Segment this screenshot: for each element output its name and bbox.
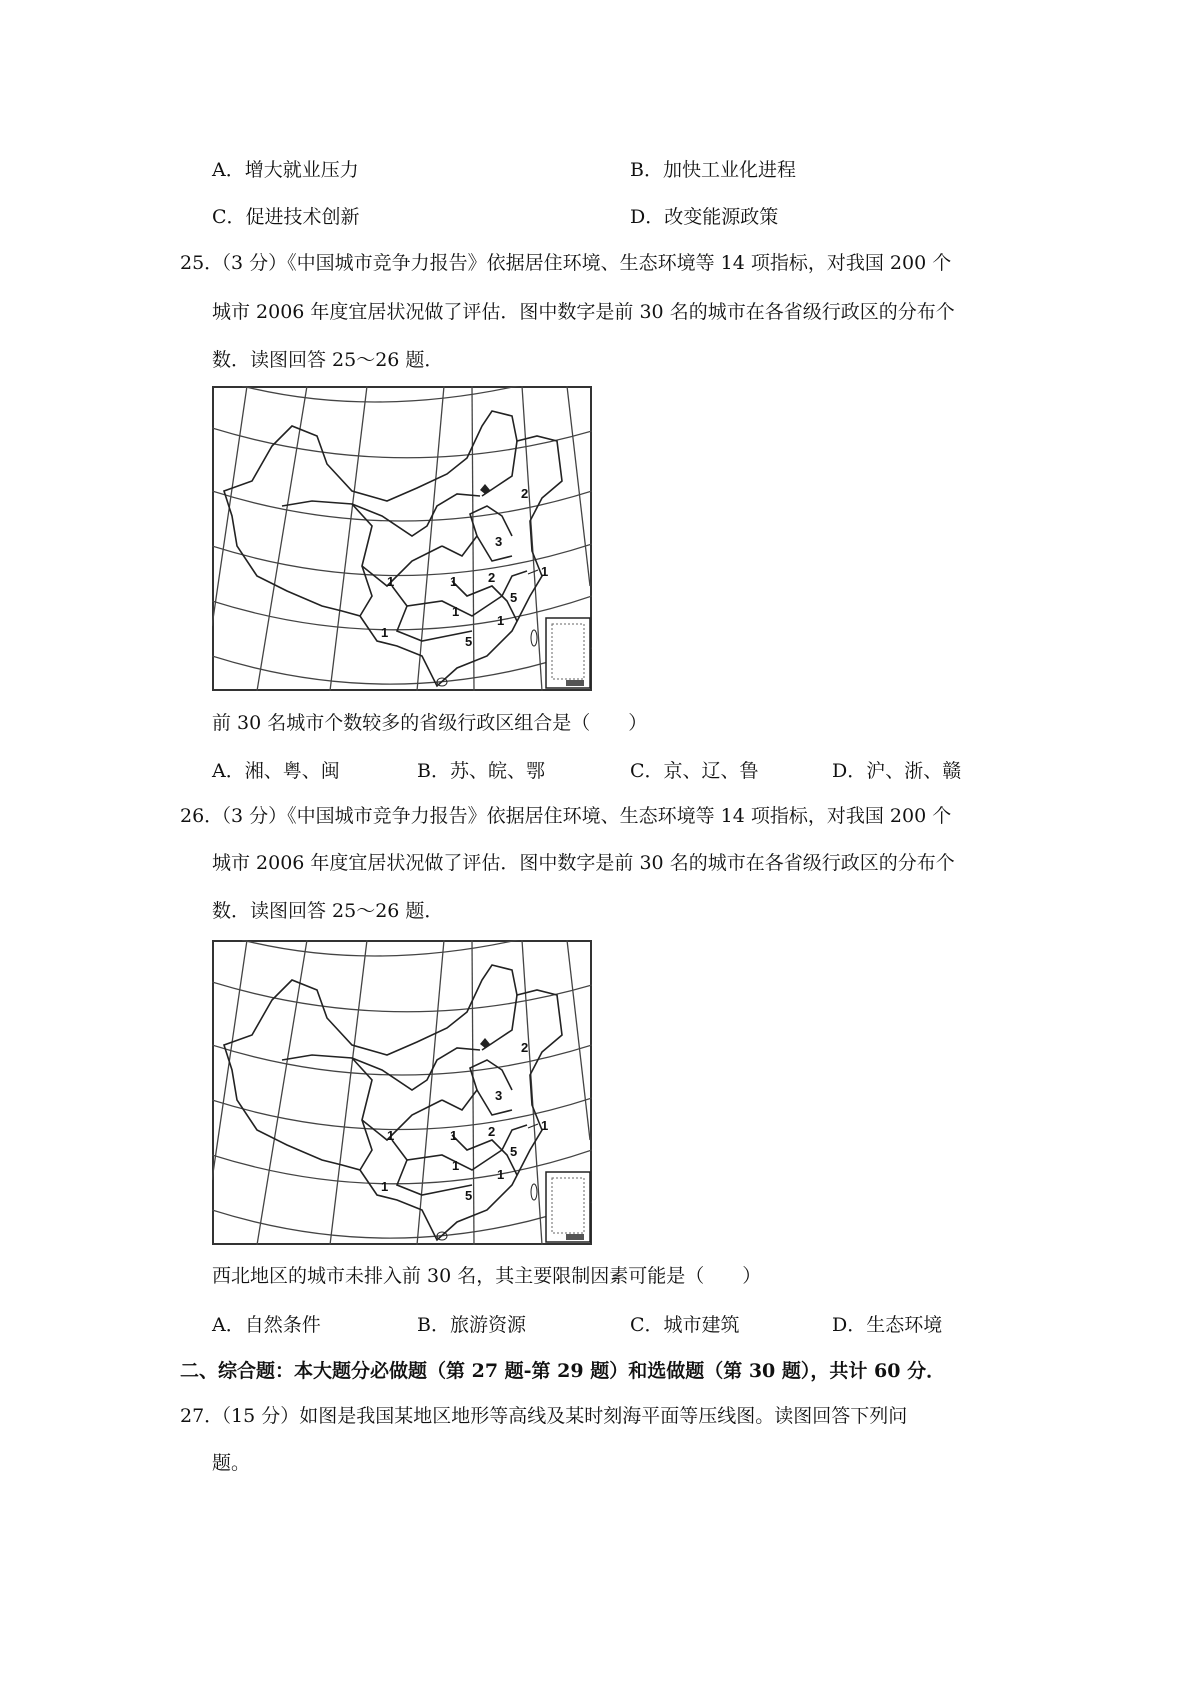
q25-stem-line-2: 城市 2006 年度宜居状况做了评估．图中数字是前 30 名的城市在各省级行政区的分布个 — [212, 301, 955, 323]
q25-option-b: B．苏、皖、鄂 — [417, 760, 545, 782]
map-label: 1 — [387, 574, 395, 589]
q26-option-b: B．旅游资源 — [417, 1314, 526, 1336]
map-label: 1 — [450, 1128, 458, 1143]
map-label: 3 — [495, 1088, 503, 1103]
map-label: 1 — [450, 574, 458, 589]
q24-option-a: A．增大就业压力 — [212, 159, 359, 181]
map-label: 5 — [510, 590, 518, 605]
q25-option-a: A．湘、粤、闽 — [212, 760, 340, 782]
q24-option-c: C．促进技术创新 — [212, 206, 360, 228]
map-label: 2 — [488, 1124, 496, 1139]
map-label: 2 — [488, 570, 496, 585]
q25-stem-line-3: 数．读图回答 25～26 题． — [212, 349, 444, 371]
q26-stem-line-1: （3 分）《中国城市竞争力报告》依据居住环境、生态环境等 14 项指标，对我国 200 个 — [212, 805, 952, 827]
map-label: 1 — [541, 564, 549, 579]
map-label: 2 — [521, 486, 529, 501]
map-label: 1 — [387, 1128, 395, 1143]
q25-stem-line-1: （3 分）《中国城市竞争力报告》依据居住环境、生态环境等 14 项指标，对我国 200 个 — [212, 252, 952, 274]
map-label: 1 — [497, 1167, 505, 1182]
q25-option-d: D．沪、浙、赣 — [832, 760, 962, 782]
q26-stem-line-3: 数．读图回答 25～26 题． — [212, 900, 444, 922]
q26-stem-line-2: 城市 2006 年度宜居状况做了评估．图中数字是前 30 名的城市在各省级行政区的分布个 — [212, 852, 955, 874]
south-china-sea-inset — [546, 618, 590, 688]
china-map-figure-2 — [212, 940, 592, 1245]
q27-stem-line-1: （15 分）如图是我国某地区地形等高线及某时刻海平面等压线图。读图回答下列问 — [212, 1405, 908, 1427]
q27-stem-line-2: 题。 — [212, 1452, 251, 1474]
map-label: 1 — [497, 613, 505, 628]
map-label: 1 — [452, 604, 460, 619]
map-label: 5 — [465, 634, 473, 649]
china-map-figure-1 — [212, 386, 592, 691]
map-frame — [213, 941, 591, 1244]
section-heading: 二、综合题：本大题分必做题（第 27 题-第 29 题）和选做题（第 30 题），共计 60 分． — [180, 1360, 946, 1382]
map-label: 3 — [495, 534, 503, 549]
map-label: 2 — [521, 1040, 529, 1055]
q24-option-b: B．加快工业化进程 — [630, 159, 796, 181]
map-label: 1 — [541, 1118, 549, 1133]
south-china-sea-inset — [546, 1172, 590, 1242]
map-label: 1 — [381, 625, 389, 640]
q25-number: 25． — [180, 252, 224, 274]
q25-option-c: C．京、辽、鲁 — [630, 760, 759, 782]
map-label: 5 — [510, 1144, 518, 1159]
q27-number: 27． — [180, 1405, 224, 1427]
q26-option-c: C．城市建筑 — [630, 1314, 740, 1336]
q25-question: 前 30 名城市个数较多的省级行政区组合是（ ） — [212, 712, 648, 734]
map-label: 1 — [452, 1158, 460, 1173]
map-label: 1 — [381, 1179, 389, 1194]
q26-option-a: A．自然条件 — [212, 1314, 321, 1336]
q26-number: 26． — [180, 805, 224, 827]
q26-question: 西北地区的城市未排入前 30 名，其主要限制因素可能是（ ） — [212, 1265, 762, 1287]
q26-option-d: D．生态环境 — [832, 1314, 943, 1336]
q24-option-d: D．改变能源政策 — [630, 206, 779, 228]
map-label: 5 — [465, 1188, 473, 1203]
map-frame — [213, 387, 591, 690]
